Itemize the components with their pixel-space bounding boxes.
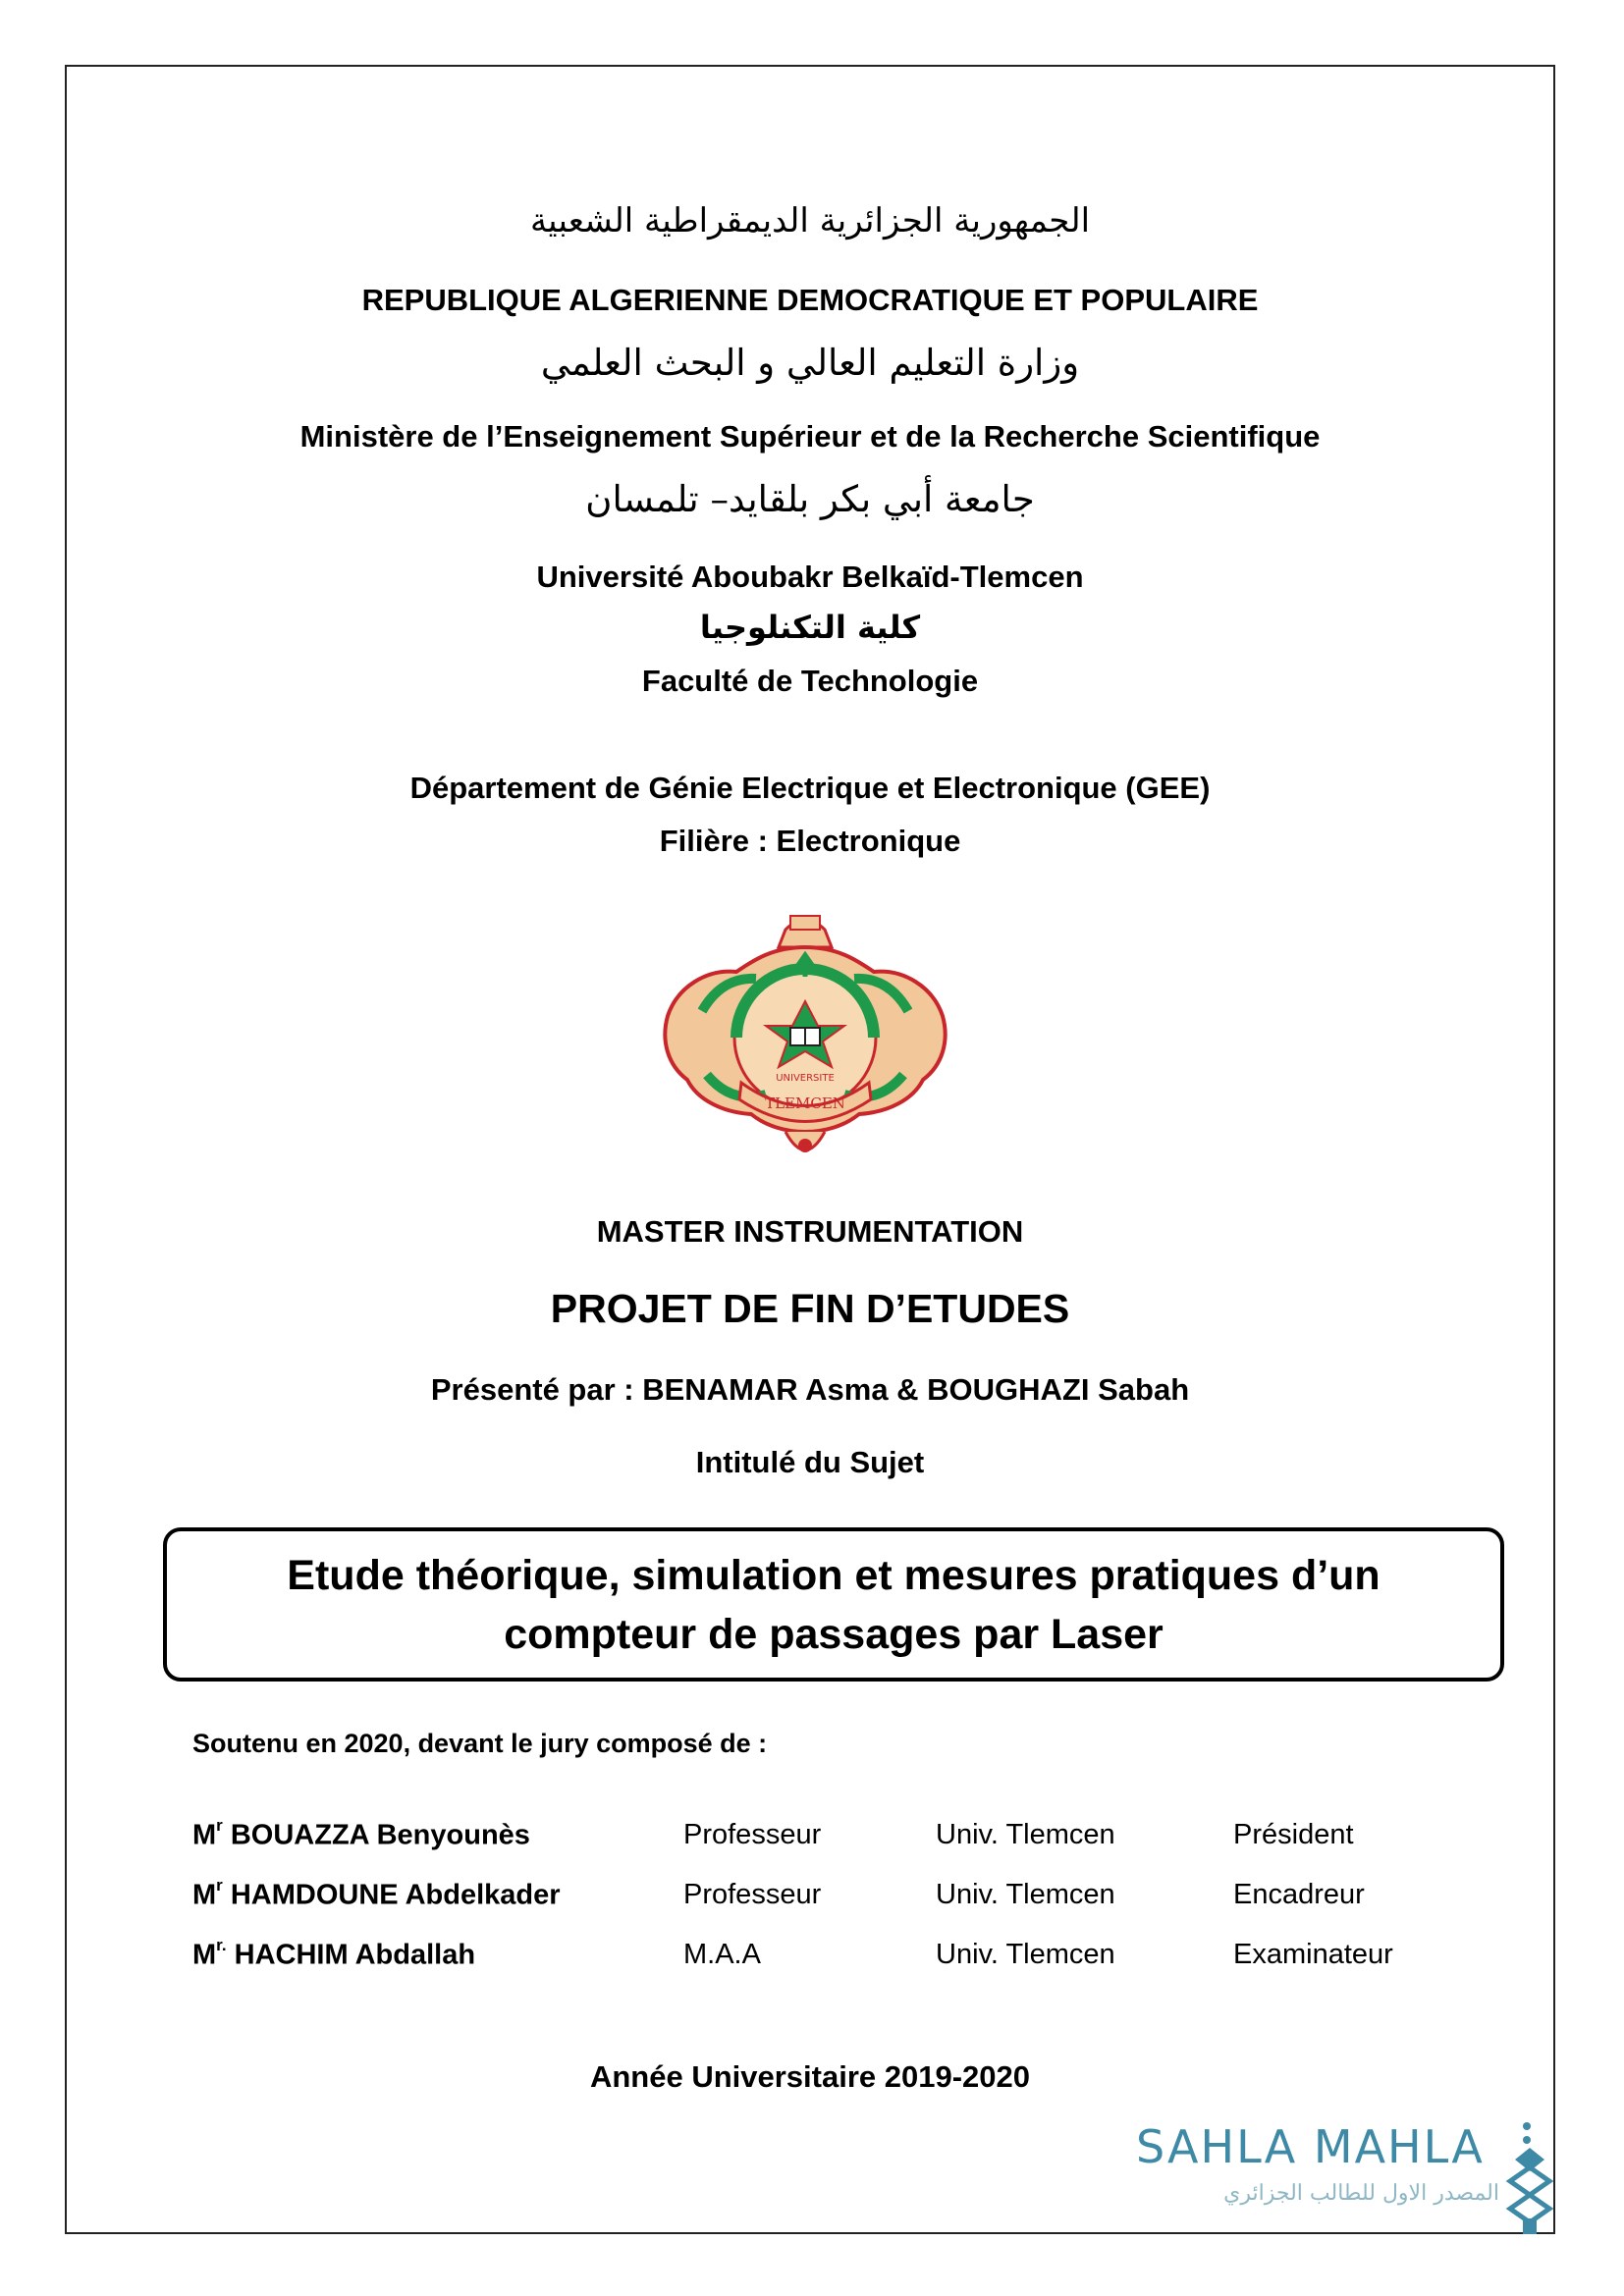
university-french: Université Aboubakr Belkaïd-Tlemcen xyxy=(536,560,1084,594)
university-tlemcen-logo xyxy=(663,908,947,1168)
jury-member-role: Examinateur xyxy=(1233,1939,1393,1970)
republic-french: REPUBLIQUE ALGERIENNE DEMOCRATIQUE ET POPULAIRE xyxy=(361,283,1259,317)
jury-member-grade: M.A.A xyxy=(683,1939,761,1970)
academic-year: Année Universitaire 2019-2020 xyxy=(589,2059,1031,2094)
logo-text-bottom: TLEMCEN xyxy=(765,1095,845,1112)
subject-title-line-1: Etude théorique, simulation et mesures pratiques d’un xyxy=(287,1551,1380,1599)
jury-member-grade: Professeur xyxy=(683,1819,822,1850)
republic-arabic: الجمهورية الجزائرية الديمقراطية الشعبية xyxy=(529,201,1091,240)
university-arabic: جامعة أبي بكر بلقايد– تلمسان xyxy=(585,478,1035,520)
subject-title-box xyxy=(163,1527,1504,1682)
jury-member-name: $M^r$ BOUAZZA Benyounès xyxy=(192,1816,530,1851)
jury-member-name: $M^r$ HAMDOUNE Abdelkader xyxy=(192,1876,561,1911)
department: Département de Génie Electrique et Electronique (GEE) xyxy=(409,771,1211,805)
jury-intro: Soutenu en 2020, devant le jury composé de : xyxy=(192,1729,768,1758)
jury-member-role: Encadreur xyxy=(1233,1879,1365,1910)
subject-label: Intitulé du Sujet xyxy=(695,1445,925,1479)
ministry-french: Ministère de l’Enseignement Supérieur et de la Recherche Scientifique xyxy=(299,419,1321,454)
sahla-mahla-watermark xyxy=(1136,2120,1558,2238)
jury-member-role: Président xyxy=(1233,1819,1354,1850)
master-program: MASTER INSTRUMENTATION xyxy=(596,1214,1024,1249)
jury-member-university: Univ. Tlemcen xyxy=(936,1939,1115,1970)
field-of-study: Filière : Electronique xyxy=(659,824,961,858)
document-title: PROJET DE FIN D’ETUDES xyxy=(550,1286,1070,1331)
presented-by: Présenté par : BENAMAR Asma & BOUGHAZI Sabah xyxy=(430,1372,1190,1407)
watermark-subtitle: المصدر الاول للطالب الجزائري xyxy=(1223,2181,1499,2206)
watermark-ornament-icon xyxy=(1505,2120,1554,2236)
faculty-french: Faculté de Technologie xyxy=(641,664,979,698)
logo-text-top: UNIVERSITE xyxy=(776,1073,835,1084)
faculty-arabic: كلية التكنلوجيا xyxy=(699,609,921,646)
jury-member-name: $M^{r.}$ HACHIM Abdallah xyxy=(192,1936,476,1971)
watermark-title: SAHLA MAHLA xyxy=(1136,2120,1485,2173)
ministry-arabic: وزارة التعليم العالي و البحث العلمي xyxy=(540,342,1080,384)
jury-member-grade: Professeur xyxy=(683,1879,822,1910)
subject-title-line-2: compteur de passages par Laser xyxy=(504,1610,1164,1658)
jury-member-university: Univ. Tlemcen xyxy=(936,1879,1115,1910)
jury-member-university: Univ. Tlemcen xyxy=(936,1819,1115,1850)
